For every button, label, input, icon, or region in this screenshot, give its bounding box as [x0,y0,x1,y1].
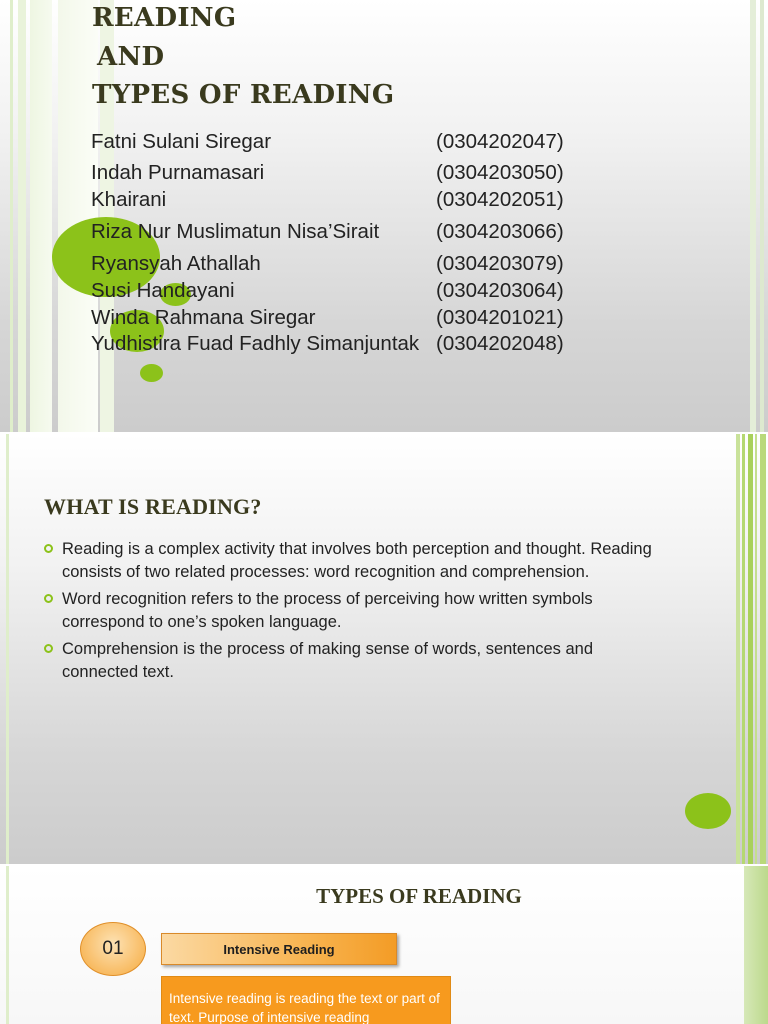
decorative-stripe [58,0,98,432]
member-name: Indah Purnamasari [91,161,265,184]
decorative-stripe [6,434,9,864]
member-id: (0304202048) [436,332,564,355]
bullet-item [44,588,664,634]
member-name: Riza Nur Muslimatun Nisa’Sirait [91,220,380,243]
green-circle-tiny [140,364,163,382]
decorative-stripe [742,434,745,864]
member-row [91,252,651,278]
member-row [91,279,651,305]
green-circle [685,793,731,829]
member-row [91,161,651,187]
member-id: (0304203079) [436,252,564,275]
bullet-list [44,538,664,688]
bullet-item [44,538,664,584]
member-row [91,332,651,358]
member-id: (0304202051) [436,188,564,211]
types-of-reading-slide [0,866,768,1024]
bullet-text: Reading is a complex activity that involves both perception and thought. Reading consists of two related processes: word recognition and comprehension. [62,540,652,581]
member-id: (0304201021) [436,306,564,329]
member-row [91,220,651,246]
member-name: Khairani [91,188,167,211]
member-row [91,306,651,332]
decorative-stripe [10,0,13,432]
bullet-text: Comprehension is the process of making sense of words, sentences and connected text. [62,640,594,681]
member-id: (0304203050) [436,161,564,184]
member-id: (0304203066) [436,220,564,243]
decorative-stripe [755,434,757,864]
reading-type-description: Intensive reading is reading the text or part of text. Purpose of intensive reading [161,976,451,1024]
reading-type-label: Intensive Reading [161,933,397,965]
member-row [91,188,651,214]
title-line-1: READING [92,3,237,33]
bullet-text: Word recognition refers to the process of perceiving how written symbols correspond to one’s spoken language. [62,590,593,631]
bullet-circle-icon [44,594,53,603]
decorative-stripe [748,434,753,864]
title-line-3: TYPES OF READING [92,80,395,110]
member-id: (0304203064) [436,279,564,302]
decorative-stripe [760,434,766,864]
slide-heading: WHAT IS READING? [44,494,262,519]
member-name: Fatni Sulani Siregar [91,130,272,153]
bullet-item [44,638,664,684]
decorative-stripe [750,0,756,432]
decorative-stripe [18,0,26,432]
bullet-circle-icon [44,644,53,653]
decorative-stripe [760,0,764,432]
decorative-stripe [736,434,740,864]
member-name: Yudhistira Fuad Fadhly Simanjuntak [91,332,420,355]
member-name: Winda Rahmana Siregar [91,306,316,329]
member-id: (0304202047) [436,130,564,153]
member-name: Ryansyah Athallah [91,252,261,275]
decorative-stripe [30,0,52,432]
slide-heading: TYPES OF READING [316,884,522,908]
member-name: Susi Handayani [91,279,235,302]
title-line-2: AND [97,42,165,72]
bullet-circle-icon [44,544,53,553]
title-slide [0,0,768,432]
number-badge: 01 [80,922,146,976]
member-row [91,130,651,156]
what-is-reading-slide [0,434,768,864]
